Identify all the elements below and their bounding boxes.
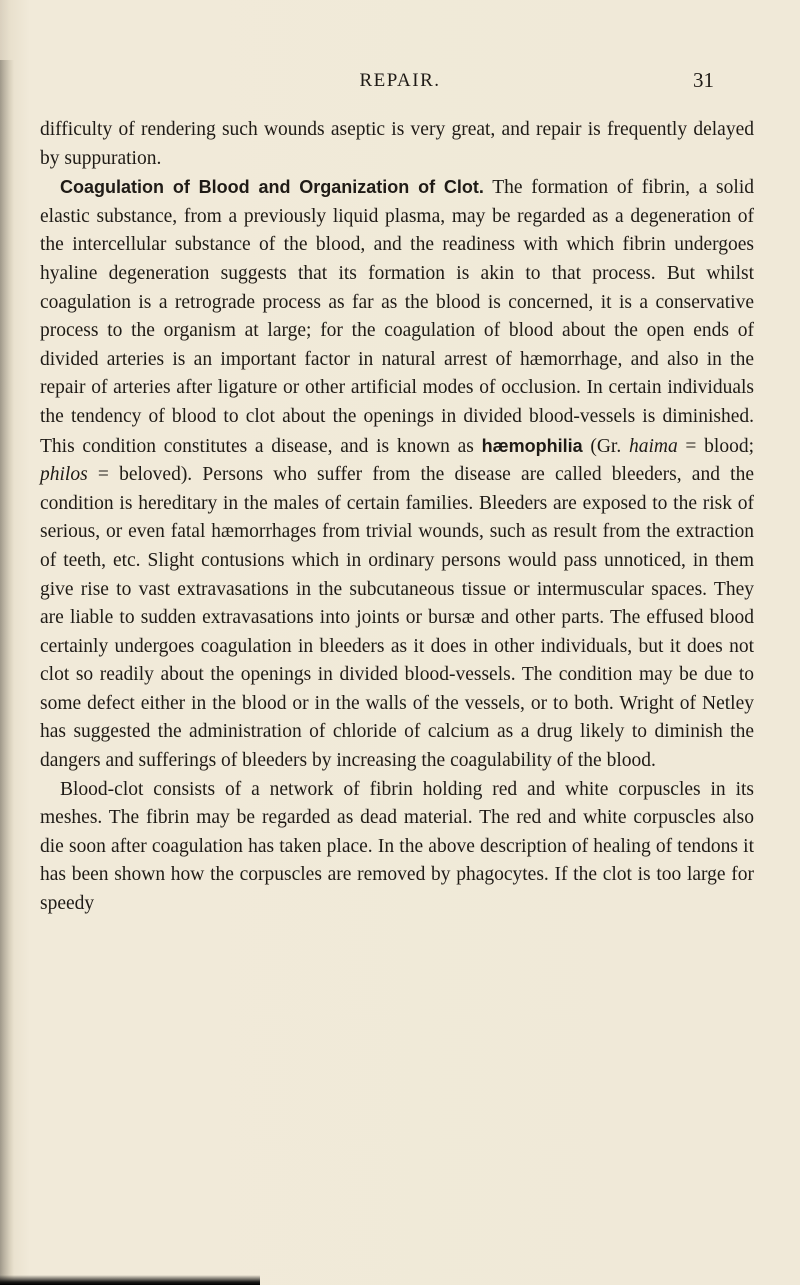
page-header (0, 66, 800, 96)
italic-greek-word: philos (40, 464, 88, 486)
term-haemophilia: hæmophilia (481, 435, 583, 456)
body-text (40, 116, 754, 919)
paragraph-text: The formation of fibrin, a solid elastic substance, from a previously liquid plasma, may be regarded as a degeneration of the intercellular substance of the blood, and the readiness with which fibrin undergoes hyaline degeneration suggests that its formation is akin to that process. But whilst coagulation is a retrograde process as far as the blood is concerned, it is a conservative process to the organism at large; for the coagulation of blood about the open ends of divided arteries is an important factor in natural arrest of hæmorrhage, and also in the repair of arteries after ligature or other artificial modes of occlusion. In certain individuals the tendency of blood to clot about the openings in divided blood-vessels is diminished. This condition constitutes a disease, and is known as (40, 177, 754, 457)
italic-greek-word: haima (628, 435, 678, 457)
paragraph-continuation: difficulty of rendering such wounds aseptic is very great, and repair is frequently delayed by suppuration. (40, 119, 754, 169)
paragraph-text: = beloved). Persons who suffer from the disease are called bleeders, and the condition is hereditary in the males of certain families. Bleeders are exposed to the risk of serious, or even fatal hæmorrhages from trivial wounds, such as result from the extraction of teeth, etc. Slight contusions which in ordinary persons would pass unnoticed, in them give rise to vast extravasations in the subcutaneous tissue or intermuscular spaces. They are liable to sudden extravasations into joints or bursæ and other parts. The effused blood certainly undergoes coagulation in bleeders as it does in other individuals, but it does not clot so readily about the openings in divided blood-vessels. The condition may be due to some defect either in the blood or in the walls of the vessels, or to both. Wright of Netley has suggested the administration of chloride of calcium as a drug likely to diminish the dangers and sufferings of bleeders by increasing the coagulability of the blood. (40, 464, 754, 772)
paragraph-text: (Gr. (582, 435, 629, 457)
paragraph-blood-clot: Blood-clot consists of a network of fibrin holding red and white corpuscles in its meshes. The fibrin may be regarded as dead material. The red and white corpuscles also die soon after coagulation has taken place. In the above description of healing of tendons it has been shown how the corpuscles are removed by phagocytes. If the clot is too large for speedy (40, 778, 754, 915)
page-bottom-shadow (0, 1275, 260, 1285)
paragraph-coagulation (40, 173, 754, 775)
running-title: REPAIR. (359, 70, 441, 91)
section-heading: Coagulation of Blood and Organization of Clot. (60, 177, 484, 198)
paragraph-text: = blood; (677, 435, 754, 457)
page-number: 31 (693, 68, 714, 92)
binding-gutter (0, 60, 14, 1285)
